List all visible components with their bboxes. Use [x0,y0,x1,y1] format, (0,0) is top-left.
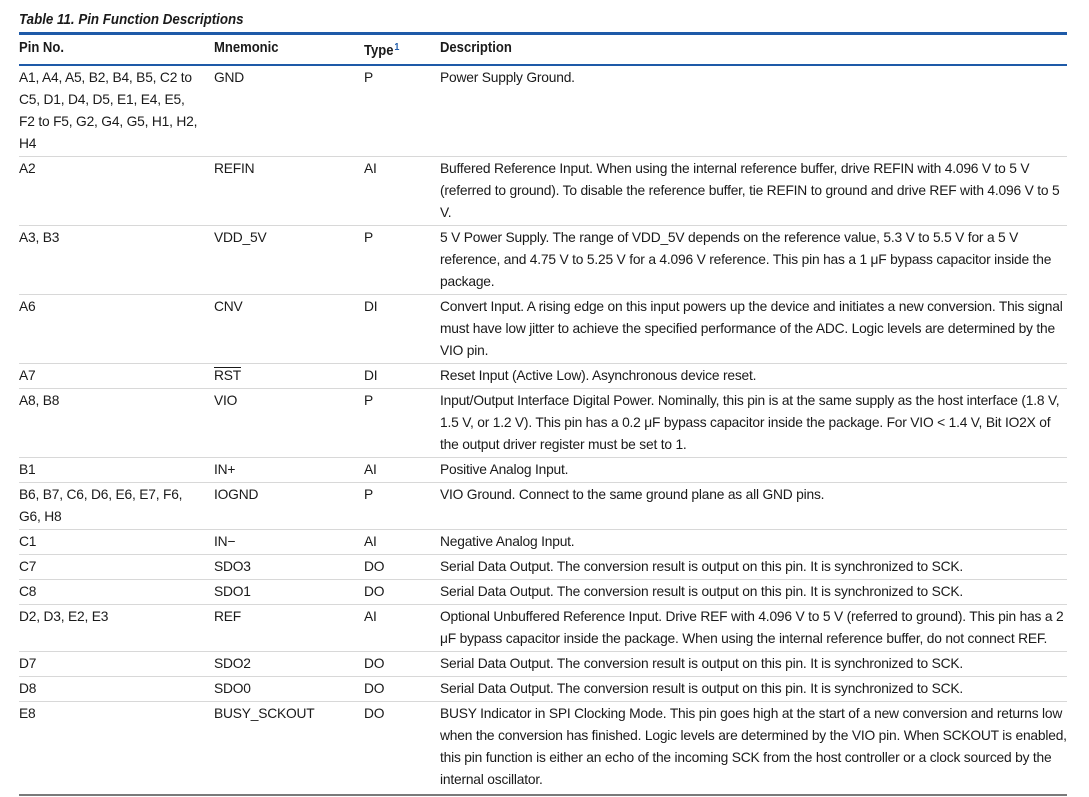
table-row [19,364,1067,389]
cell-description [440,530,1067,555]
cell-pin [19,295,214,364]
table-caption-text: Table 11. Pin Function Descriptions [19,12,244,28]
cell-description [440,483,1067,530]
description-text: Negative Analog Input. [440,534,575,549]
cell-type [364,580,440,605]
pin-function-table-body [19,66,1067,792]
description-text: Serial Data Output. The conversion result is output on this pin. It is synchronized to SCK. [440,584,963,599]
header-type-text: Type [364,43,394,59]
description-text: BUSY Indicator in SPI Clocking Mode. This pin goes high at the start of a new conversion and returns low when the conversion has finished. Logic levels are determined by the VIO pin. When SCKOUT is enabled, this pin function is either an echo of the incoming SCK from the host controller or a clock sourced by the internal oscillator. [440,706,1067,787]
type-text: DI [364,299,378,314]
pin-text: A2 [19,161,36,176]
pin-text: C8 [19,584,37,599]
table-row [19,555,1067,580]
description-text: Reset Input (Active Low). Asynchronous device reset. [440,368,757,383]
pin-text: B6, B7, C6, D6, E6, E7, F6, G6, H8 [19,487,183,524]
table-header [19,35,1067,64]
table-row [19,677,1067,702]
cell-description [440,652,1067,677]
table-row [19,702,1067,793]
table-caption [19,10,983,32]
cell-mnemonic [214,580,364,605]
table-body [19,66,1067,792]
cell-type [364,295,440,364]
header-description-label: Description [440,40,512,56]
cell-pin [19,157,214,226]
mnemonic-text: REFIN [214,161,255,176]
cell-mnemonic [214,702,364,793]
header-mnemonic-label: Mnemonic [214,40,279,56]
cell-type [364,677,440,702]
pin-text: D2, D3, E2, E3 [19,609,109,624]
type-text: DO [364,706,385,721]
type-text: DO [364,584,385,599]
description-text: 5 V Power Supply. The range of VDD_5V depends on the reference value, 5.3 V to 5.5 V for a 5 V reference, and 4.75 V to 5.25 V for a 4.096 V reference. This pin has a 1 μF bypass capacitor inside the package. [440,230,1052,289]
cell-mnemonic [214,652,364,677]
cell-description [440,702,1067,793]
header-row [19,35,1067,64]
cell-pin [19,555,214,580]
mnemonic-text: IOGND [214,487,259,502]
cell-pin [19,364,214,389]
cell-description [440,555,1067,580]
table-row [19,389,1067,458]
cell-description [440,580,1067,605]
cell-mnemonic [214,295,364,364]
table-row [19,157,1067,226]
cell-pin [19,652,214,677]
cell-mnemonic [214,483,364,530]
cell-pin [19,605,214,652]
pin-text: B1 [19,462,36,477]
header-type [364,35,440,64]
cell-pin [19,702,214,793]
header-mnemonic [214,35,364,64]
cell-type [364,605,440,652]
type-footnote-marker[interactable]: 1 [394,42,400,53]
cell-pin [19,226,214,295]
table-row [19,605,1067,652]
type-text: P [364,230,374,245]
pin-function-table-page [19,10,1067,796]
type-text: AI [364,534,377,549]
header-type-label [364,35,399,64]
mnemonic-text: GND [214,70,245,85]
pin-text: A8, B8 [19,393,60,408]
cell-mnemonic [214,389,364,458]
pin-text: D7 [19,656,37,671]
pin-text: A1, A4, A5, B2, B4, B5, C2 to C5, D1, D4, D5, E1, E4, E5, F2 to F5, G2, G4, G5, H1, H2, H4 [19,70,198,151]
cell-pin [19,530,214,555]
cell-mnemonic [214,530,364,555]
cell-description [440,66,1067,157]
type-text: DO [364,559,385,574]
header-description [440,35,1067,64]
description-text: Serial Data Output. The conversion result is output on this pin. It is synchronized to SCK. [440,559,963,574]
description-text: VIO Ground. Connect to the same ground plane as all GND pins. [440,487,825,502]
cell-description [440,295,1067,364]
header-pin [19,35,214,64]
cell-type [364,483,440,530]
header-pin-label: Pin No. [19,40,64,56]
table-row [19,652,1067,677]
cell-mnemonic [214,555,364,580]
table-row [19,530,1067,555]
cell-type [364,226,440,295]
description-text: Positive Analog Input. [440,462,569,477]
cell-type [364,389,440,458]
cell-description [440,605,1067,652]
type-text: AI [364,161,377,176]
type-text: AI [364,462,377,477]
description-text: Power Supply Ground. [440,70,575,85]
cell-type [364,555,440,580]
table-row [19,66,1067,157]
pin-text: A6 [19,299,36,314]
cell-type [364,652,440,677]
type-text: P [364,487,374,502]
cell-type [364,530,440,555]
mnemonic-text: $\overline{RST}$ [214,368,241,383]
cell-description [440,677,1067,702]
description-text: Serial Data Output. The conversion result is output on this pin. It is synchronized to SCK. [440,681,963,696]
cell-pin [19,580,214,605]
table-row [19,580,1067,605]
mnemonic-text: CNV [214,299,243,314]
mnemonic-text: BUSY_SCKOUT [214,706,315,721]
mnemonic-text: IN+ [214,462,236,477]
mnemonic-text: SDO3 [214,559,251,574]
cell-type [364,702,440,793]
table-row [19,483,1067,530]
cell-mnemonic [214,157,364,226]
pin-text: A3, B3 [19,230,60,245]
cell-mnemonic [214,364,364,389]
type-text: DI [364,368,378,383]
table-row [19,226,1067,295]
description-text: Buffered Reference Input. When using the internal reference buffer, drive REFIN with 4.096 V to 5 V (referred to ground). To disable the reference buffer, tie REFIN to ground and drive REF with 4.096 V to 5 V. [440,161,1060,220]
description-text: Convert Input. A rising edge on this input powers up the device and initiates a new conversion. This signal must have low jitter to achieve the specified performance of the ADC. Logic levels are determined by the VIO pin. [440,299,1063,358]
cell-mnemonic [214,66,364,157]
table-row [19,458,1067,483]
cell-mnemonic [214,605,364,652]
pin-text: C1 [19,534,37,549]
cell-description [440,226,1067,295]
cell-pin [19,677,214,702]
cell-description [440,458,1067,483]
cell-mnemonic [214,458,364,483]
cell-pin [19,458,214,483]
cell-description [440,389,1067,458]
cell-type [364,157,440,226]
description-text: Serial Data Output. The conversion result is output on this pin. It is synchronized to SCK. [440,656,963,671]
cell-pin [19,389,214,458]
table-bottom-rule [19,794,1067,796]
mnemonic-text: REF [214,609,241,624]
pin-text: A7 [19,368,36,383]
cell-description [440,364,1067,389]
cell-mnemonic [214,677,364,702]
mnemonic-text: IN− [214,534,236,549]
mnemonic-text: SDO0 [214,681,251,696]
table-row [19,295,1067,364]
type-text: P [364,393,374,408]
mnemonic-text: VIO [214,393,238,408]
pin-text: E8 [19,706,36,721]
type-text: DO [364,656,385,671]
description-text: Optional Unbuffered Reference Input. Drive REF with 4.096 V to 5 V (referred to ground). This pin has a 2 μF bypass capacitor inside the package. When using the internal reference buffer, do not connect REF. [440,609,1064,646]
cell-pin [19,66,214,157]
cell-type [364,364,440,389]
mnemonic-text: VDD_5V [214,230,267,245]
cell-type [364,458,440,483]
cell-description [440,157,1067,226]
cell-pin [19,483,214,530]
type-text: DO [364,681,385,696]
mnemonic-text: SDO2 [214,656,251,671]
mnemonic-text: SDO1 [214,584,251,599]
pin-text: D8 [19,681,37,696]
type-text: AI [364,609,377,624]
cell-mnemonic [214,226,364,295]
pin-text: C7 [19,559,37,574]
type-text: P [364,70,374,85]
description-text: Input/Output Interface Digital Power. Nominally, this pin is at the same supply as the host interface (1.8 V, 1.5 V, or 1.2 V). This pin has a 0.2 μF bypass capacitor inside the package. For VIO < 1.4 V, Bit IO2X of the output driver register must be set to 1. [440,393,1060,452]
cell-type [364,66,440,157]
pin-function-table [19,35,1067,64]
